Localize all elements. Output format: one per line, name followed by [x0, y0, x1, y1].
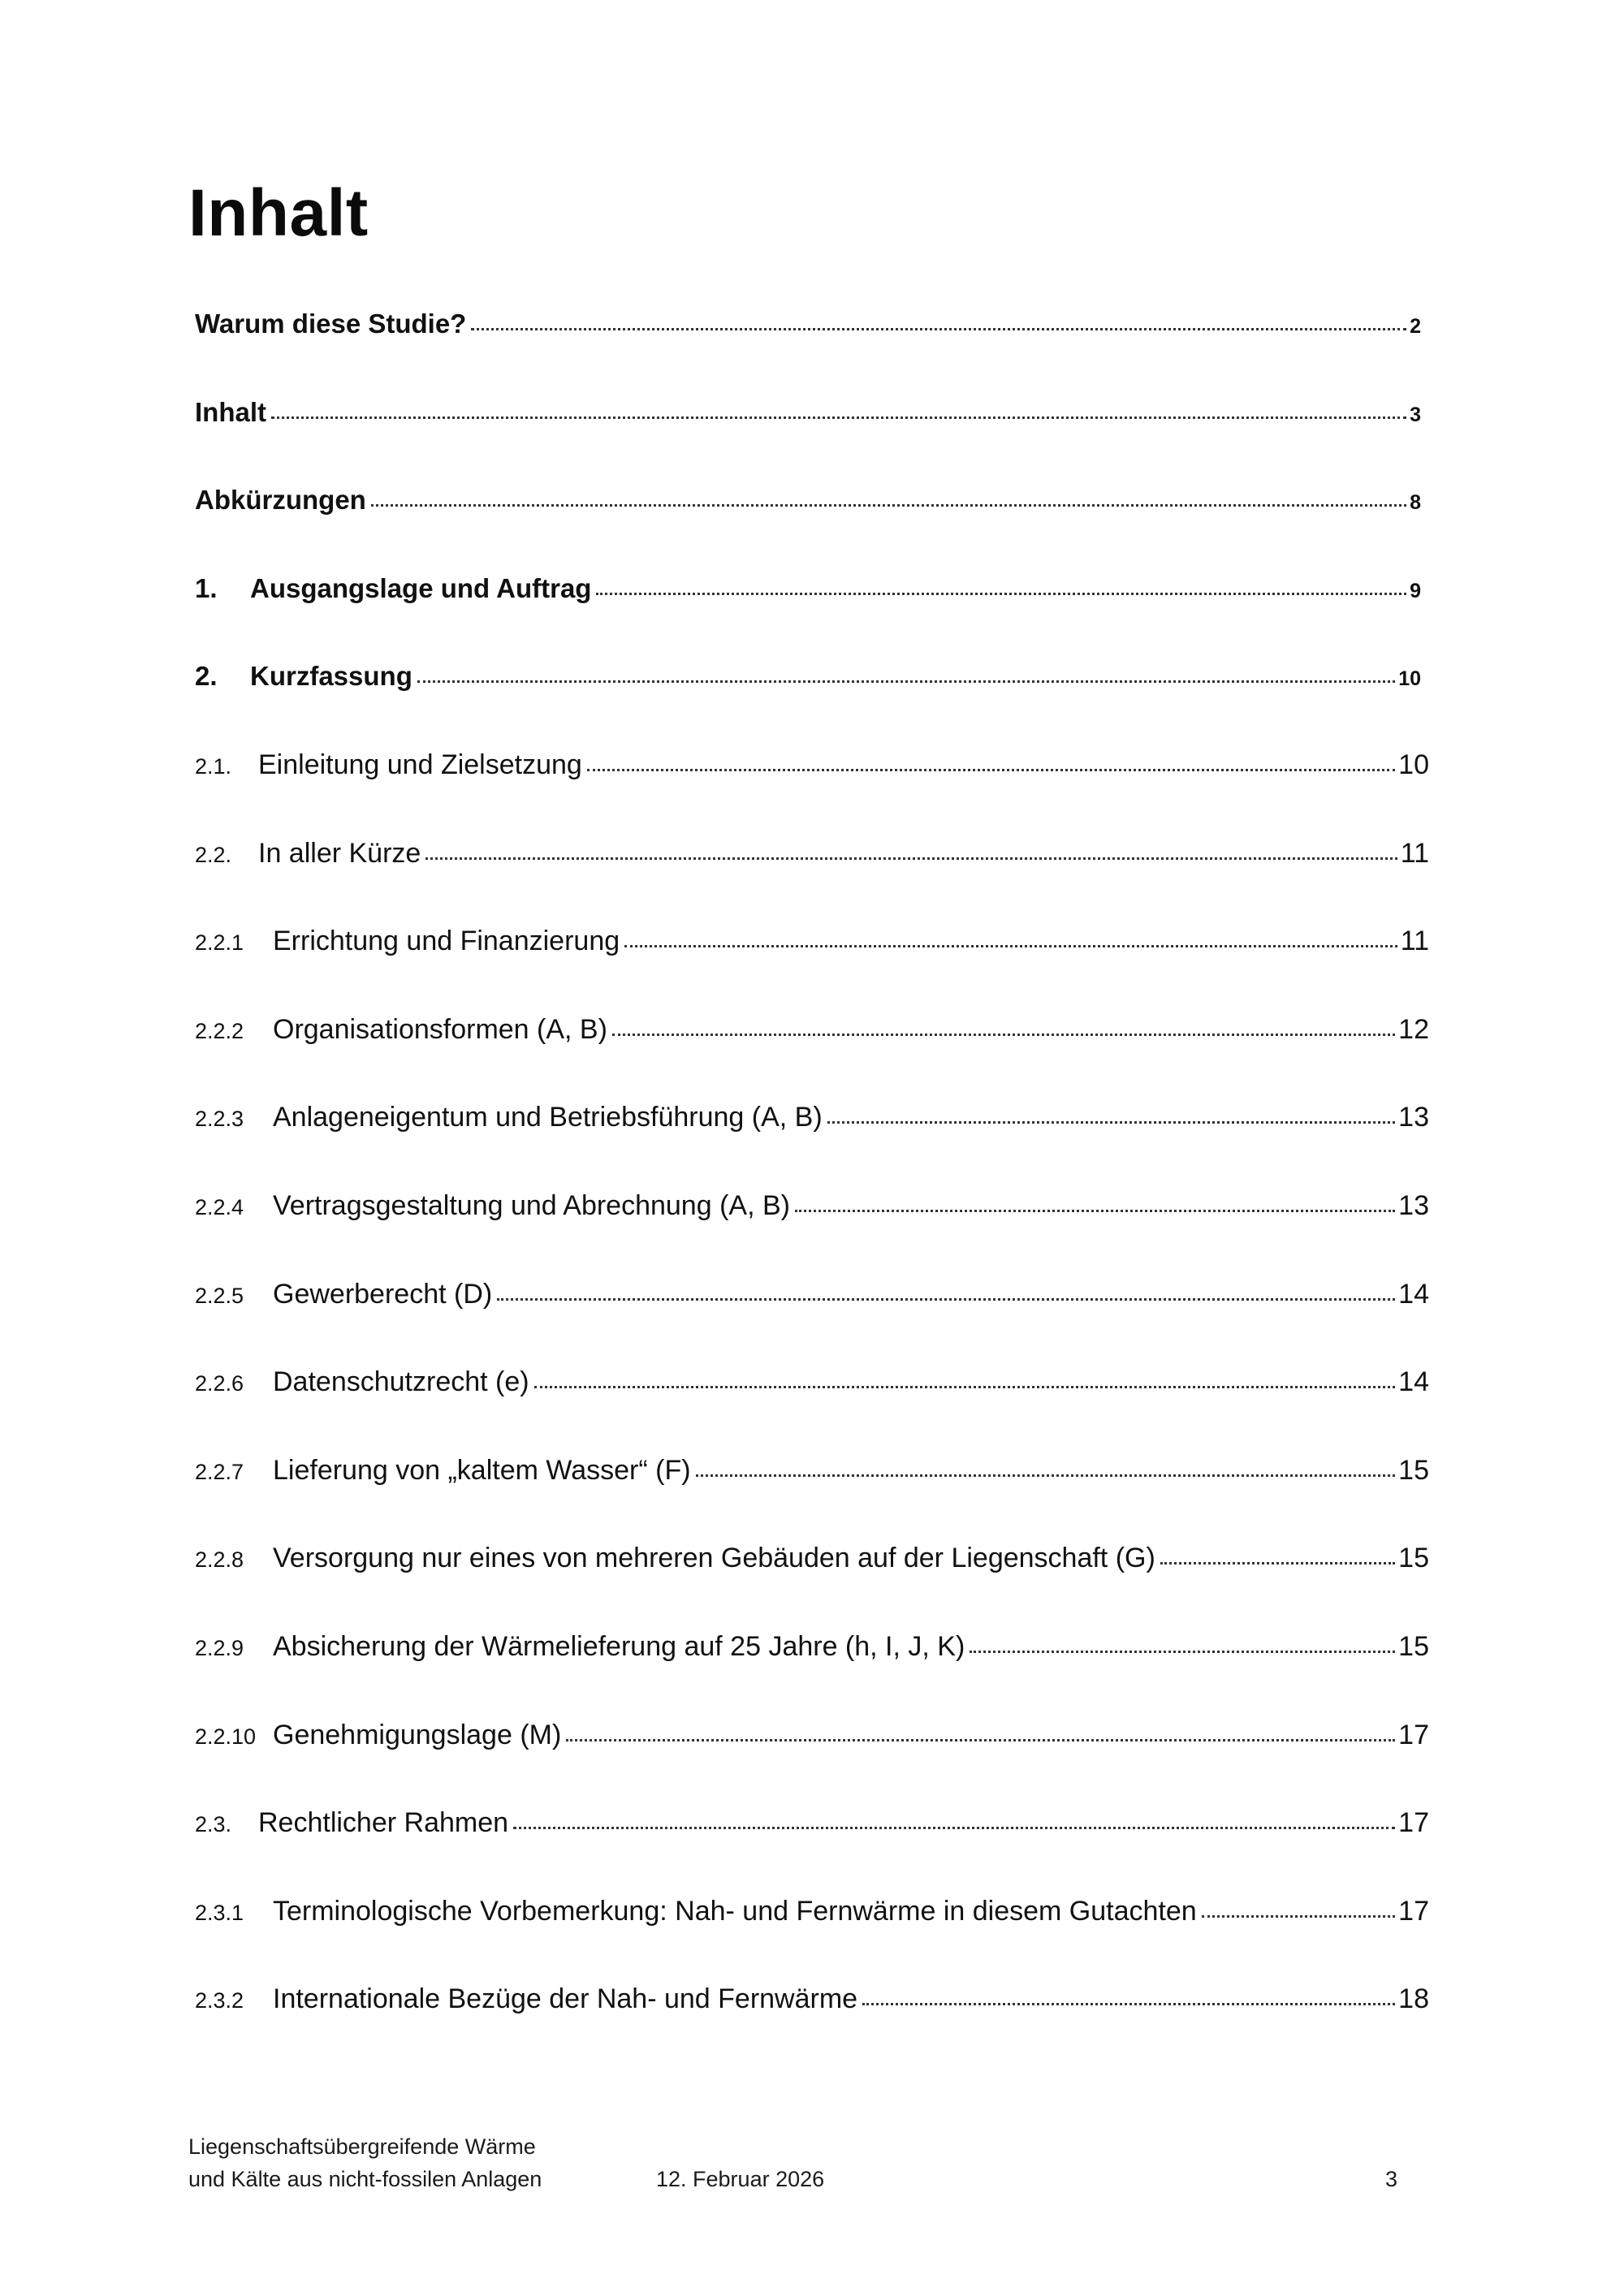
toc-dot-leader: [624, 944, 1397, 947]
toc-entry-label: Kurzfassung: [250, 661, 412, 692]
toc-entry-number: 2.2.10: [195, 1724, 257, 1749]
toc-entry-page-number: 17: [1398, 1719, 1429, 1750]
toc-dot-leader: [970, 1650, 1395, 1653]
toc-entry-page-number: 11: [1400, 837, 1429, 869]
toc-entry[interactable]: [195, 1366, 1429, 1415]
footer-date: 12. Februar 2026: [656, 2167, 825, 2191]
toc-entry-label: Einleitung und Zielsetzung: [258, 749, 582, 780]
toc-dot-leader: [612, 1033, 1395, 1036]
toc-dot-leader: [566, 1738, 1395, 1741]
toc-entry[interactable]: [195, 1543, 1429, 1591]
toc-entry-number: 2.: [195, 661, 218, 692]
toc-entry[interactable]: [195, 1279, 1429, 1327]
toc-entry-label: Anlageneigentum und Betriebsführung (A, B): [273, 1102, 823, 1133]
footer-title-line-1: Liegenschaftsübergreifende Wärme: [188, 2134, 536, 2159]
toc-entry-label: Internationale Bezüge der Nah- und Fernwärme: [273, 1983, 858, 2015]
toc-entry-page-number: 10: [1398, 749, 1429, 780]
toc-entry-label: Errichtung und Finanzierung: [273, 926, 620, 957]
toc-entry-label: Warum diese Studie?: [195, 309, 467, 339]
toc-dot-leader: [1202, 1914, 1396, 1918]
toc-entry-label: Datenschutzrecht (e): [273, 1366, 529, 1398]
toc-entry-number: 2.3.: [195, 1812, 232, 1837]
toc-dot-leader: [471, 327, 1406, 330]
toc-entry-page-number: 14: [1398, 1278, 1429, 1310]
toc-entry[interactable]: [195, 1455, 1429, 1504]
toc-entry-label: Organisationsformen (A, B): [273, 1013, 607, 1045]
toc-dot-leader: [596, 592, 1406, 595]
toc-entry-number: 2.2.9: [195, 1636, 244, 1660]
toc-entry-page-number: 2: [1410, 315, 1421, 338]
toc-entry[interactable]: [195, 838, 1429, 887]
toc-entry-page-number: 17: [1398, 1895, 1429, 1927]
toc-entry-label: Terminologische Vorbemerkung: Nah- und Fernwärme in diesem Gutachten: [273, 1895, 1197, 1927]
toc-entry-page-number: 15: [1398, 1543, 1429, 1574]
toc-entry-page-number: 15: [1398, 1454, 1429, 1486]
toc-entry-label: Genehmigungslage (M): [273, 1719, 562, 1750]
toc-entry-number: 2.2.2: [195, 1018, 244, 1043]
toc-entry-label: Vertragsgestaltung und Abrechnung (A, B): [273, 1190, 790, 1221]
toc-dot-leader: [587, 768, 1395, 771]
toc-entry-page-number: 10: [1398, 667, 1421, 691]
toc-entry[interactable]: [195, 1983, 1429, 2032]
toc-dot-leader: [513, 1826, 1395, 1829]
toc-entry[interactable]: [195, 397, 1421, 446]
toc-entry-number: 2.2.7: [195, 1459, 244, 1484]
toc-entry-number: 2.2.6: [195, 1371, 244, 1396]
toc-entry-number: 2.2.: [195, 842, 232, 867]
toc-entry-page-number: 13: [1398, 1190, 1429, 1221]
toc-entry[interactable]: [195, 1807, 1429, 1856]
toc-entry-page-number: 8: [1410, 491, 1421, 515]
toc-entry[interactable]: [195, 309, 1421, 357]
toc-dot-leader: [425, 857, 1397, 860]
toc-dot-leader: [371, 503, 1406, 507]
toc-entry-page-number: 17: [1398, 1807, 1429, 1839]
toc-entry-label: Abkürzungen: [195, 485, 366, 516]
toc-entry[interactable]: [195, 1190, 1429, 1239]
footer-page-number: 3: [1385, 2167, 1398, 2191]
toc-entry-number: 2.2.5: [195, 1283, 244, 1308]
toc-entry-number: 2.3.1: [195, 1900, 244, 1925]
toc-entry-number: 2.1.: [195, 754, 232, 779]
toc-entry-page-number: 18: [1398, 1983, 1429, 2015]
toc-entry[interactable]: [195, 1631, 1429, 1680]
toc-entry-number: 2.2.3: [195, 1107, 244, 1132]
toc-entry[interactable]: [195, 573, 1421, 622]
toc-entry-label: Rechtlicher Rahmen: [258, 1807, 509, 1839]
toc-dot-leader: [827, 1120, 1396, 1124]
toc-entry[interactable]: [195, 749, 1429, 798]
toc-dot-leader: [795, 1209, 1395, 1212]
toc-entry-page-number: 12: [1398, 1013, 1429, 1045]
toc-dot-leader: [862, 2002, 1395, 2005]
toc-entry-page-number: 3: [1410, 403, 1421, 426]
toc-dot-leader: [271, 416, 1406, 419]
toc-entry-page-number: 14: [1398, 1366, 1429, 1398]
toc-entry[interactable]: [195, 1896, 1429, 1944]
toc-entry-label: Lieferung von „kaltem Wasser“ (F): [273, 1454, 691, 1486]
toc-entry-number: 2.2.8: [195, 1547, 244, 1573]
toc-entry[interactable]: [195, 1102, 1429, 1150]
toc-entry[interactable]: [195, 1014, 1429, 1063]
toc-dot-leader: [1160, 1561, 1395, 1564]
toc-entry-number: 2.3.2: [195, 1988, 244, 2013]
toc-entry-label: Inhalt: [195, 396, 266, 427]
toc-dot-leader: [534, 1385, 1396, 1388]
toc-entry[interactable]: [195, 1720, 1429, 1768]
toc-entry-page-number: 15: [1398, 1631, 1429, 1662]
toc-dot-leader: [417, 680, 1395, 683]
toc-entry-number: 1.: [195, 572, 218, 603]
toc-entry[interactable]: [195, 661, 1421, 710]
toc-entry-label: Absicherung der Wärmelieferung auf 25 Jahre (h, I, J, K): [273, 1631, 965, 1662]
toc-dot-leader: [497, 1297, 1395, 1301]
toc-entry-label: Gewerberecht (D): [273, 1278, 493, 1310]
toc-entry-page-number: 13: [1398, 1102, 1429, 1133]
page-title: Inhalt: [188, 176, 369, 250]
toc-entry-page-number: 11: [1400, 926, 1429, 957]
toc-entry-label: Versorgung nur eines von mehreren Gebäuden auf der Liegenschaft (G): [273, 1543, 1155, 1574]
toc-entry-label: In aller Kürze: [258, 837, 421, 869]
toc-entry-page-number: 9: [1410, 579, 1421, 602]
toc-dot-leader: [696, 1474, 1396, 1477]
toc-entry-label: Ausgangslage und Auftrag: [250, 572, 592, 603]
toc-entry[interactable]: [195, 926, 1429, 974]
footer-document-title: [188, 2130, 542, 2195]
footer-title-line-2: und Kälte aus nicht-fossilen Anlagen: [188, 2167, 542, 2191]
toc-entry-number: 2.2.4: [195, 1195, 244, 1219]
toc-entry[interactable]: [195, 485, 1421, 533]
toc-entry-number: 2.2.1: [195, 930, 244, 956]
